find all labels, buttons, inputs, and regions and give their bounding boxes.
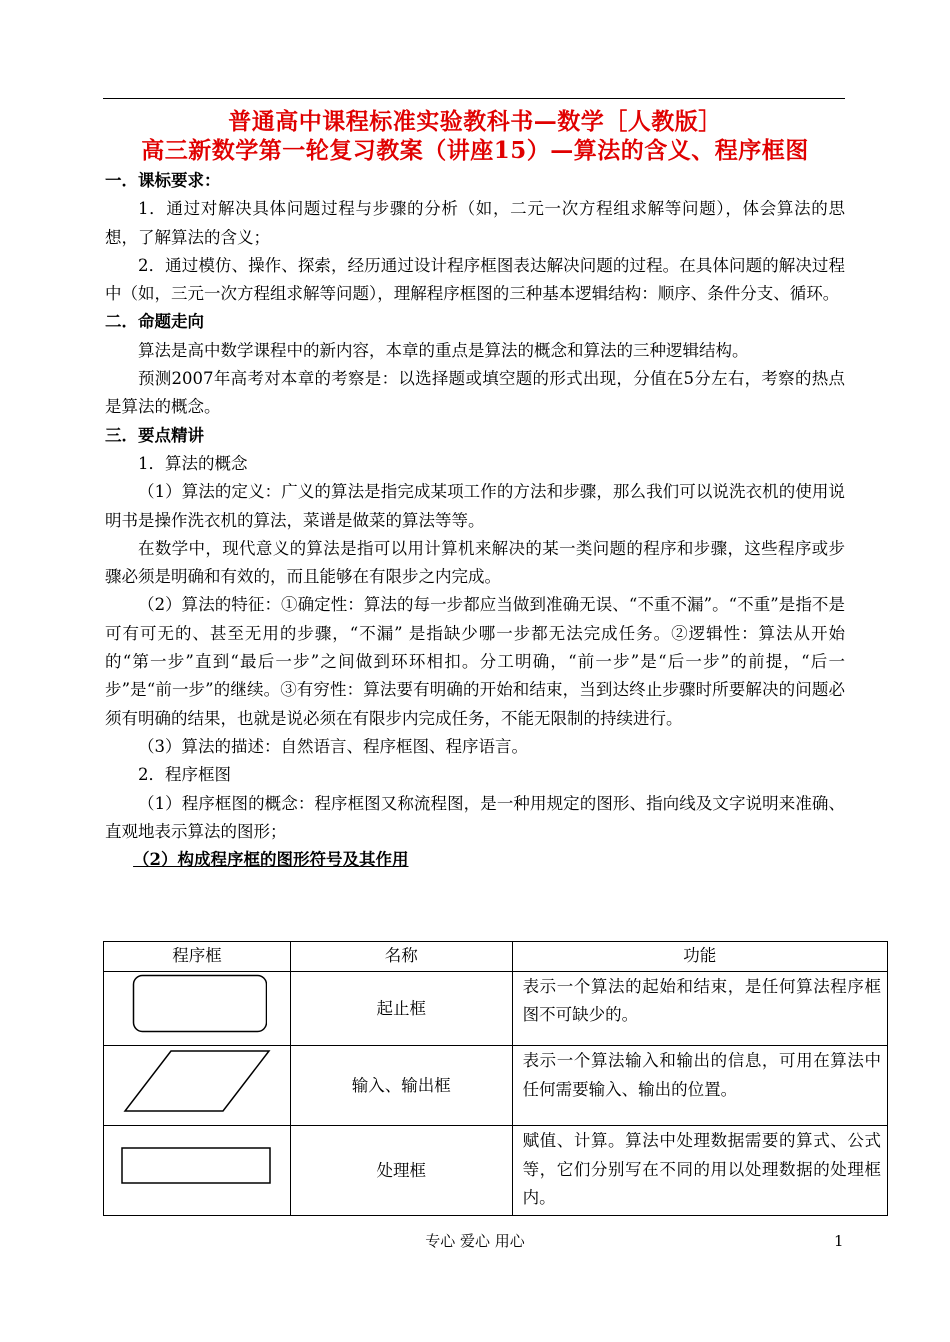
section-heading-2: 二．命题走向 bbox=[105, 312, 204, 332]
symbol-function: 赋值、计算。算法中处理数据需要的算式、公式等，它们分别写在不同的用以处理数据的处理框内。 bbox=[512, 1126, 887, 1216]
parallelogram-shape-icon bbox=[122, 1048, 272, 1114]
table-row bbox=[104, 1046, 888, 1126]
paragraph: 1．通过对解决具体问题过程与步骤的分析（如，二元一次方程组求解等问题），体会算法的思想，了解算法的含义； bbox=[105, 199, 845, 247]
rectangle-shape-icon bbox=[119, 1145, 275, 1187]
terminal-symbol-cell bbox=[104, 972, 291, 1046]
section-heading-1: 一．课标要求： bbox=[105, 171, 221, 190]
paragraph: 2．通过模仿、操作、探索，经历通过设计程序框图表达解决问题的过程。在具体问题的解决过程中（如，三元一次方程组求解等问题），理解程序框图的三种基本逻辑结构：顺序、条件分支、循环。 bbox=[105, 255, 845, 304]
symbol-function: 表示一个算法输入和输出的信息，可用在算法中任何需要输入、输出的位置。 bbox=[512, 1046, 887, 1126]
table-caption: （2）构成程序框的图形符号及其作用 bbox=[133, 850, 409, 870]
page-number: 1 bbox=[834, 1232, 844, 1250]
symbol-name: 输入、输出框 bbox=[290, 1046, 512, 1126]
io-symbol-cell bbox=[104, 1046, 291, 1126]
paragraph: （1）程序框图的概念：程序框图又称流程图，是一种用规定的图形、指向线及文字说明来准确、直观地表示算法的图形； bbox=[105, 793, 845, 841]
title-line-2: 高三新数学第一轮复习教案（讲座15）—算法的含义、程序框图 bbox=[141, 137, 809, 164]
section-heading-3: 三．要点精讲 bbox=[105, 425, 204, 445]
header-name: 名称 bbox=[290, 942, 512, 972]
paragraph: 在数学中，现代意义的算法是指可以用计算机来解决的某一类问题的程序和步骤，这些程序或步骤必须是明确和有效的，而且能够在有限步之内完成。 bbox=[105, 538, 845, 587]
table-row bbox=[104, 1126, 888, 1216]
paragraph: 1．算法的概念 bbox=[138, 453, 248, 473]
footer-motto: 专心 爱心 用心 bbox=[425, 1232, 525, 1250]
terminal-shape-icon bbox=[127, 972, 267, 1036]
header-function: 功能 bbox=[512, 942, 887, 972]
table-row bbox=[104, 972, 888, 1046]
paragraph: 算法是高中数学课程中的新内容，本章的重点是算法的概念和算法的三种逻辑结构。 bbox=[138, 340, 749, 360]
title-line-1: 普通高中课程标准实验教科书—数学［人教版］ bbox=[228, 108, 722, 135]
paragraph: （2）算法的特征：①确定性：算法的每一步都应当做到准确无误、“不重不漏”。“不重”是指不是可有可无的、甚至无用的步骤，“不漏” 是指缺少哪一步都无法完成任务。②逻辑性：算法从开始的“第一步”直到“最后一步”之间做到环环相扣。分工明确，“前一步”是“后一步”的前提，“后一步”是“前一步”的继续。③有穷性：算法要有明确的开始和结束，当到达终止步骤时所要解决的问题必须有明确的结果，也就是说必须在有限步内完成任务，不能无限制的持续进行。 bbox=[105, 595, 845, 728]
header-shape: 程序框 bbox=[104, 942, 291, 972]
paragraph: 2．程序框图 bbox=[138, 765, 231, 785]
symbol-name: 起止框 bbox=[290, 972, 512, 1046]
header-rule bbox=[103, 98, 845, 99]
process-symbol-cell bbox=[104, 1126, 291, 1216]
paragraph: （1）算法的定义：广义的算法是指完成某项工作的方法和步骤，那么我们可以说洗衣机的使用说明书是操作洗衣机的算法，菜谱是做菜的算法等等。 bbox=[105, 482, 845, 530]
document-body bbox=[105, 167, 845, 874]
flowchart-symbol-table bbox=[103, 941, 888, 1216]
symbol-function: 表示一个算法的起始和结束，是任何算法程序框图不可缺少的。 bbox=[512, 972, 887, 1046]
paragraph: 预测2007年高考对本章的考察是：以选择题或填空题的形式出现，分值在5分左右，考察的热点是算法的概念。 bbox=[105, 369, 845, 417]
paragraph: （3）算法的描述：自然语言、程序框图、程序语言。 bbox=[138, 736, 528, 756]
symbol-name: 处理框 bbox=[290, 1126, 512, 1216]
table-header-row bbox=[104, 942, 888, 972]
